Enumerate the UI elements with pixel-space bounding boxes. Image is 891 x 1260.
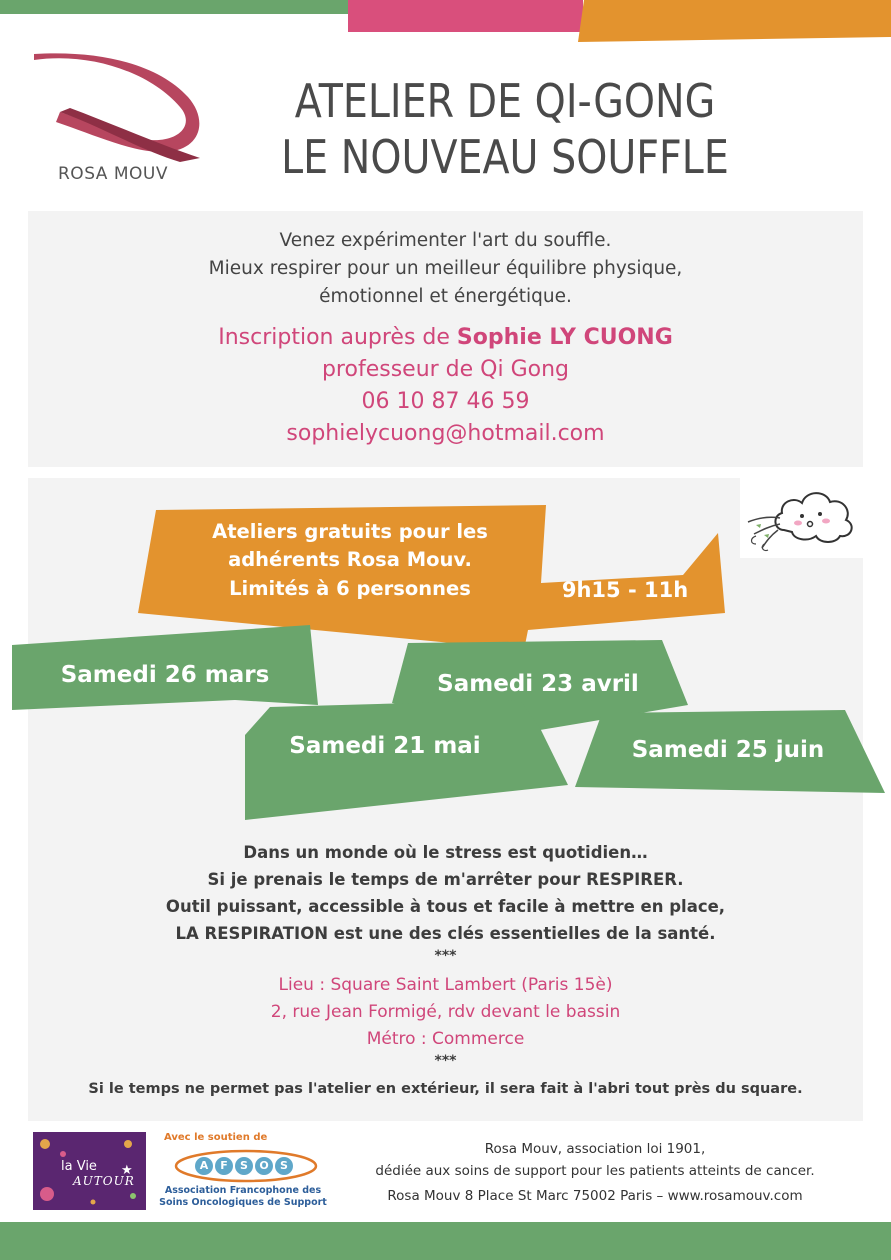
- afsos-letter-s2: S: [280, 1159, 288, 1172]
- separator-2: ***: [434, 1053, 457, 1069]
- banner-line-3: Limités à 6 personnes: [229, 577, 471, 600]
- inscription-line: [28, 325, 863, 350]
- footer-line-1: Rosa Mouv, association loi 1901,: [484, 1141, 706, 1157]
- footer-line-3: Rosa Mouv 8 Place St Marc 75002 Paris – www.rosamouv.com: [387, 1188, 803, 1204]
- afsos-letter-o: O: [259, 1159, 269, 1172]
- location-line-2: 2, rue Jean Formigé, rdv devant le bassin: [270, 1002, 621, 1022]
- description-line-3: Outil puissant, accessible à tous et facile à mettre en place,: [165, 897, 726, 916]
- date-3: Samedi 21 mai: [289, 733, 481, 759]
- top-bar-pink: [348, 0, 583, 32]
- inscription-role: professeur de Qi Gong: [321, 357, 570, 382]
- page-title-line2: LE NOUVEAU SOUFFLE: [281, 130, 729, 184]
- date-2: Samedi 23 avril: [437, 671, 639, 697]
- weather-note: Si le temps ne permet pas l'atelier en extérieur, il sera fait à l'abri tout près du square.: [88, 1081, 803, 1097]
- afsos-support-text: Avec le soutien de: [164, 1132, 268, 1143]
- inscription-name: Sophie LY CUONG: [456, 325, 673, 350]
- afsos-letter-f: F: [220, 1159, 228, 1172]
- banner-line-1: Ateliers gratuits pour les: [212, 520, 488, 543]
- description-line-2: Si je prenais le temps de m'arrêter pour RESPIRER.: [207, 870, 684, 889]
- la-vie-line2: AUTOUR: [73, 1174, 135, 1188]
- inscription-email[interactable]: sophielycuong@hotmail.com: [286, 421, 605, 446]
- date-4: Samedi 25 juin: [631, 737, 825, 763]
- rosa-mouv-logo: [30, 52, 210, 192]
- date-1: Samedi 26 mars: [60, 662, 270, 688]
- afsos-letter-s1: S: [240, 1159, 248, 1172]
- afsos-logo: [158, 1132, 328, 1212]
- la-vie-line1: la Vie: [61, 1159, 97, 1174]
- svg-text:★: ★: [121, 1163, 133, 1178]
- logo-name: ROSA MOUV: [58, 164, 168, 184]
- afsos-line1: Association Francophone des: [164, 1185, 322, 1196]
- bottom-bar-green: [0, 1222, 891, 1260]
- date-shapes: [0, 615, 891, 825]
- intro-line-1: Venez expérimenter l'art du souffle.: [279, 230, 612, 251]
- top-bar-green: [0, 0, 348, 14]
- intro-line-3: émotionnel et énergétique.: [319, 286, 572, 307]
- location-line-1: Lieu : Square Saint Lambert (Paris 15è): [278, 975, 613, 995]
- inscription-prefix: Inscription auprès de: [218, 325, 457, 350]
- afsos-line2: Soins Oncologiques de Support: [159, 1197, 327, 1208]
- footer-line-2: dédiée aux soins de support pour les patients atteints de cancer.: [375, 1163, 815, 1179]
- separator-1: ***: [434, 948, 457, 964]
- description-line-4: LA RESPIRATION est une des clés essentielles de la santé.: [175, 924, 716, 943]
- intro-line-2: Mieux respirer pour un meilleur équilibre physique,: [208, 258, 683, 279]
- inscription-phone: 06 10 87 46 59: [361, 389, 530, 414]
- ribbon-icon: [30, 52, 210, 167]
- top-bar-orange: [578, 0, 891, 42]
- page-title-line1: ATELIER DE QI-GONG: [294, 74, 716, 128]
- la-vie-autour-logo: [33, 1132, 146, 1210]
- banner-time: 9h15 - 11h: [561, 578, 689, 602]
- afsos-letter-a: A: [199, 1159, 209, 1172]
- description-line-1: Dans un monde où le stress est quotidien…: [243, 843, 648, 862]
- location-line-3: Métro : Commerce: [366, 1029, 525, 1049]
- banner-line-2: adhérents Rosa Mouv.: [228, 548, 472, 571]
- blowing-cloud-icon: [740, 478, 868, 558]
